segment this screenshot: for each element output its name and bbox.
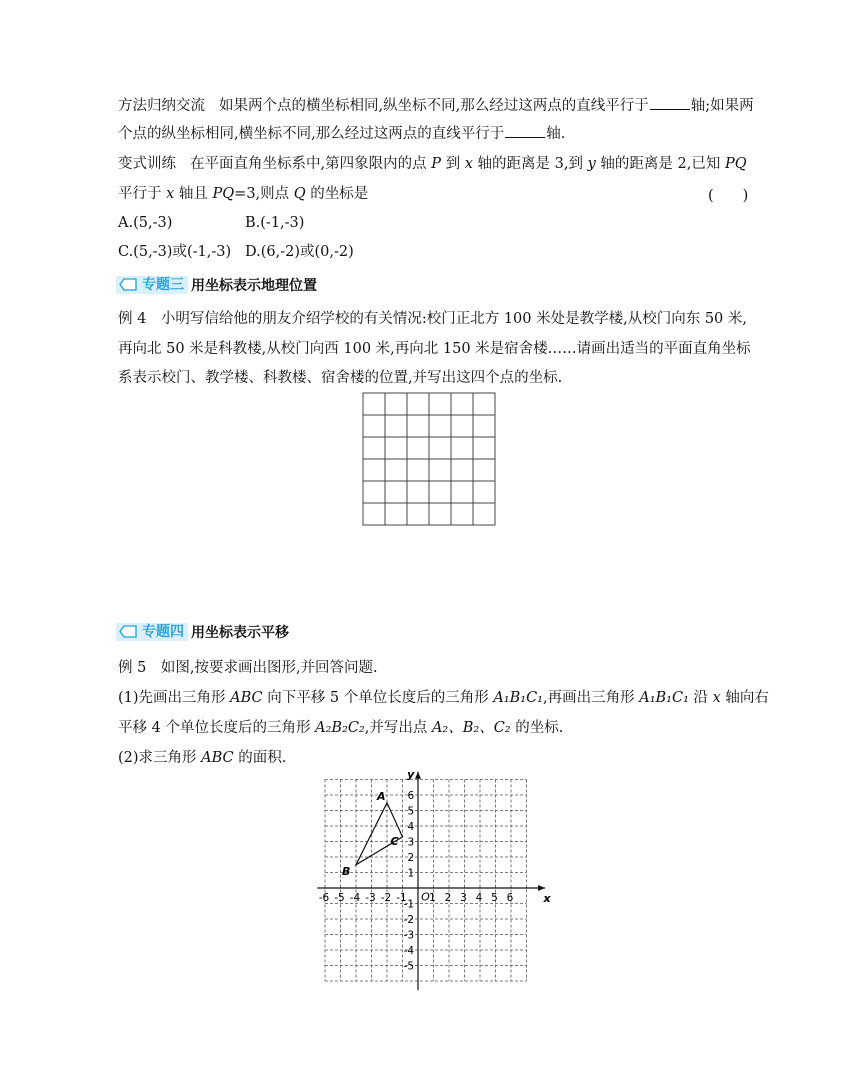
y-tick-label: -4 [403,945,415,957]
topic4-badge: 专题四 [116,623,188,641]
option-c[interactable]: C.(5,-3)或(-1,-3) [118,244,232,260]
x-tick-label: -6 [318,892,330,905]
option-b[interactable]: B.(-1,-3) [245,215,305,231]
y-tick-label: 4 [407,821,415,833]
tick-labels [319,790,514,973]
triangle-shape [356,803,403,865]
topic3-badge: 专题三 [116,276,188,294]
x-tick-label: 1 [429,892,436,905]
blank-grid[interactable] [362,392,498,527]
y-tick-label: 5 [407,805,415,818]
x-tick-label: -2 [380,892,392,905]
x-axis-arrow [538,885,545,891]
variant-label: 变式训练 [118,156,176,172]
x-tick-label: -4 [349,892,361,905]
variant-line-1: 变式训练 在平面直角坐标系中,第四象限内的点 P 到 x 轴的距离是 3,到 y 轴的距离是 2,已知 PQ [118,156,747,172]
point-label-c: C [390,834,399,848]
example4-line-1: 例 4 小明写信给他的朋友介绍学校的有关情况:校门正北方 100 米处是教学楼,从校门向东 50 米, [118,311,747,327]
x-tick-label: 5 [491,892,498,905]
x-tick-label: -1 [396,892,407,905]
x-tick-label: 4 [475,892,483,905]
x-tick-label: -3 [365,892,376,905]
y-tick-label: -5 [403,960,415,973]
coordinate-grid-figure[interactable] [300,767,560,980]
tag-icon [119,625,137,638]
example5-q1-line-2: 平移 4 个单位长度后的三角形 A₂B₂C₂,并写出点 A₂、B₂、C₂ 的坐标. [118,720,564,736]
example5-q2: (2)求三角形 ABC 的面积. [118,750,287,766]
x-tick-label: 6 [506,892,514,905]
y-tick-label: 1 [407,867,415,880]
answer-parens[interactable]: ( ) [708,188,749,204]
option-a[interactable]: A.(5,-3) [118,215,173,231]
method-line-2: 个点的纵坐标相同,横坐标不同,那么经过这两点的直线平行于 轴. [118,123,565,144]
x-tick-label: 3 [460,892,467,905]
axes [317,768,551,990]
answer-blank-1[interactable] [650,95,690,110]
example5-q1-line-1: (1)先画出三角形 ABC 向下平移 5 个单位长度后的三角形 A₁B₁C₁,再画出三角形 A₁B₁C₁ 沿 x 轴向右 [118,690,769,706]
answer-blank-2[interactable] [505,123,545,138]
method-label: 方法归纳交流 [118,98,205,114]
origin-label: O [421,890,430,904]
y-axis-arrow [415,772,421,779]
point-label-b: B [342,864,351,878]
variant-line-2: 平行于 x 轴且 PQ=3,则点 Q 的坐标是 [118,186,369,202]
example4-line-2: 再向北 50 米是科教楼,从校门向西 100 米,再向北 150 米是宿舍楼……请画出适当的平面直角坐标 [118,341,751,357]
option-d[interactable]: D.(6,-2)或(0,-2) [245,244,354,260]
x-tick-label: -5 [334,892,345,905]
y-tick-label: 2 [407,852,415,864]
topic4-heading [116,622,289,642]
method-line-1: 方法归纳交流 如果两个点的横坐标相同,纵坐标不同,那么经过这两点的直线平行于 轴;如果两 [118,95,754,116]
y-tick-label: -2 [403,914,415,926]
y-tick-label: -3 [403,929,415,942]
example4-line-3: 系表示校门、教学楼、科教楼、宿舍楼的位置,并写出这四个点的坐标. [118,370,563,386]
y-tick-label: -1 [403,898,415,911]
example5-line-1: 例 5 如图,按要求画出图形,并回答问题. [118,660,378,676]
x-axis-label: x [543,891,551,905]
y-tick-label: 6 [407,790,415,802]
y-axis-label: y [407,767,415,781]
topic3-title: 用坐标表示地理位置 [191,278,317,294]
topic4-title: 用坐标表示平移 [191,625,289,641]
x-tick-label: 2 [444,892,452,905]
y-tick-label: 3 [407,836,415,849]
triangle-abc [342,790,403,878]
dashed-grid [325,780,527,982]
tag-icon [119,278,137,291]
topic3-heading [116,275,317,295]
point-label-a: A [377,789,386,803]
